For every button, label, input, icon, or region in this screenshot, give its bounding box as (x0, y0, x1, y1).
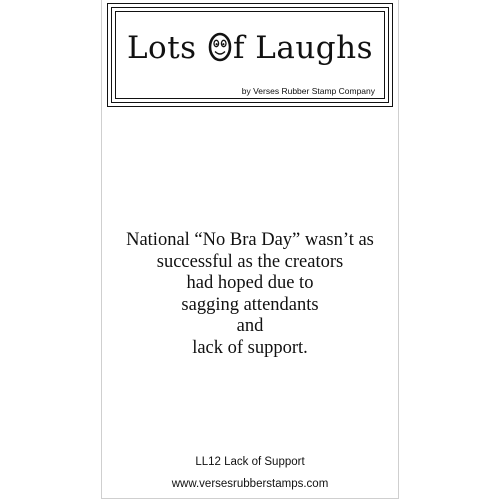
verse-line: successful as the creators (156, 251, 344, 272)
website-url: www.versesrubberstamps.com (171, 478, 329, 490)
stamp-verse (101, 230, 399, 359)
brand-logo (108, 30, 392, 66)
smiley-face-icon (208, 32, 232, 62)
company-byline: by Verses Rubber Stamp Company (241, 86, 375, 96)
brand-logo-text-end: f Laughs (232, 30, 374, 66)
verse-line: and (236, 316, 264, 336)
verse-line: sagging attendants (181, 294, 319, 315)
verse-line: had hoped due to (186, 273, 314, 293)
brand-header-frame (107, 3, 393, 107)
verse-line: National “No Bra Day” wasn’t as (126, 230, 374, 250)
brand-logo-text-start: Lots (126, 30, 207, 66)
verse-line: lack of support. (192, 337, 308, 358)
product-code: LL12 Lack of Support (195, 456, 305, 468)
